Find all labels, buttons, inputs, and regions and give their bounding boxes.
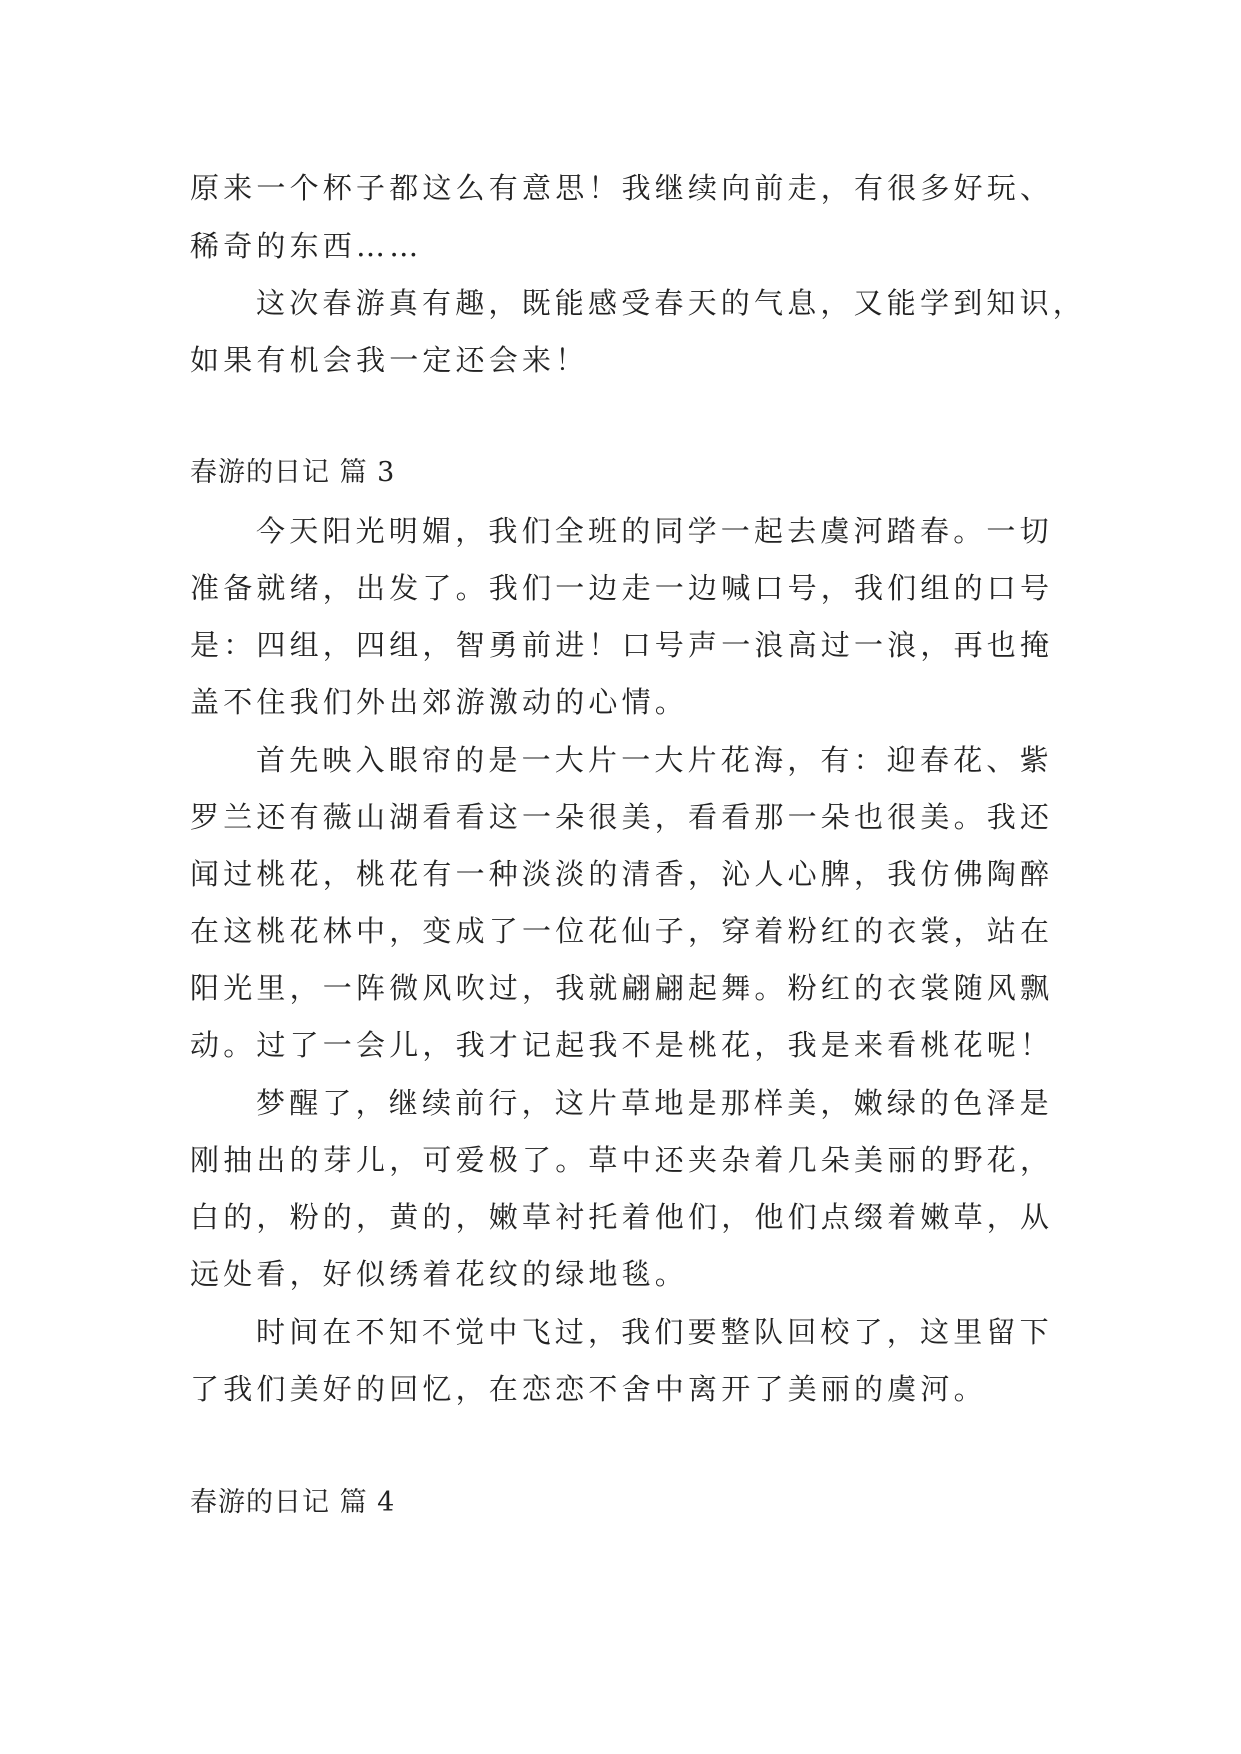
text-line: 阳光里，一阵微风吹过，我就翩翩起舞。粉红的衣裳随风飘 [190,971,1054,1005]
text-line: 时间在不知不觉中飞过，我们要整队回校了，这里留下 [256,1315,1053,1349]
text-line: 是：四组，四组，智勇前进！口号声一浪高过一浪，再也掩 [190,628,1054,662]
section-heading: 春游的日记 篇 4 [190,1487,396,1518]
text-line: 稀奇的东西…… [190,229,423,263]
section-heading: 春游的日记 篇 3 [190,457,396,488]
text-line: 刚抽出的芽儿，可爱极了。草中还夹杂着几朵美丽的野花， [190,1143,1054,1177]
text-line: 远处看，好似绣着花纹的绿地毯。 [190,1257,689,1291]
text-line: 梦醒了，继续前行，这片草地是那样美，嫩绿的色泽是 [256,1086,1053,1120]
text-line: 这次春游真有趣，既能感受春天的气息，又能学到知识， [256,286,1087,320]
text-line: 准备就绪，出发了。我们一边走一边喊口号，我们组的口号 [190,571,1054,605]
text-line: 白的，粉的，黄的，嫩草衬托着他们，他们点缀着嫩草，从 [190,1200,1054,1234]
text-line: 闻过桃花，桃花有一种淡淡的清香，沁人心脾，我仿佛陶醉 [190,857,1054,891]
text-line: 罗兰还有薇山湖看看这一朵很美，看看那一朵也很美。我还 [190,800,1054,834]
text-line: 动。过了一会儿，我才记起我不是桃花，我是来看桃花呢！ [190,1028,1054,1062]
text-line: 今天阳光明媚，我们全班的同学一起去虞河踏春。一切 [256,514,1053,548]
text-line: 首先映入眼帘的是一大片一大片花海，有：迎春花、紫 [256,743,1053,777]
text-line: 了我们美好的回忆，在恋恋不舍中离开了美丽的虞河。 [190,1372,987,1406]
text-line: 盖不住我们外出郊游激动的心情。 [190,685,689,719]
text-line: 原来一个杯子都这么有意思！我继续向前走，有很多好玩、 [190,171,1054,205]
text-line: 在这桃花林中，变成了一位花仙子，穿着粉红的衣裳，站在 [190,914,1054,948]
text-line: 如果有机会我一定还会来！ [190,343,589,377]
